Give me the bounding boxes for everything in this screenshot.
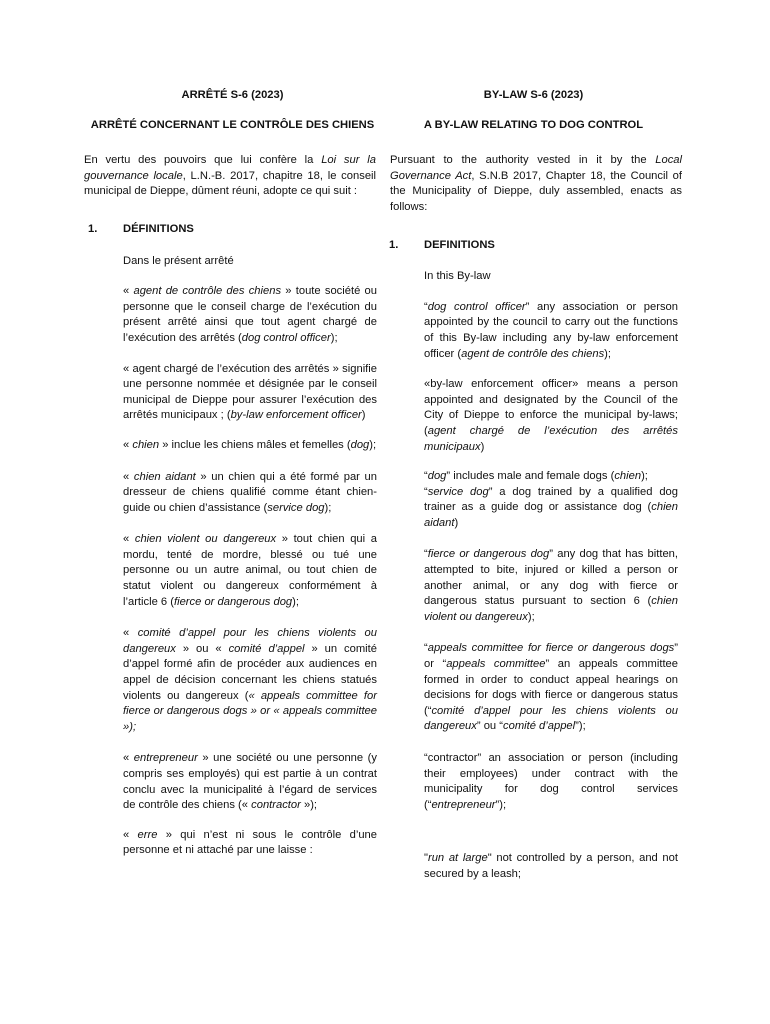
italic-term: comité d’appel pour les chiens violents ou dangereux [424, 704, 678, 733]
intro-paragraph-en: Pursuant to the authority vested in it by the Local Governance Act, S.N.B 2017, Chapter 18, the Council of the Municipality of Dieppe, duly assembled, enacts as follows: [390, 154, 682, 213]
italic-term: chien [614, 470, 642, 483]
italic-term: run at large [427, 852, 488, 865]
intro-paragraph-fr: En vertu des pouvoirs que lui confère la Loi sur la gouvernance locale, L.N.-B. 2017, chapitre 18, le conseil municipal de Dieppe, dûment réuni, adopte ce qui suit : [84, 154, 377, 198]
italic-term: dog [350, 438, 370, 451]
bylaw-subtitle-fr: ARRÊTÉ CONCERNANT LE CONTRÔLE DES CHIENS [90, 118, 375, 131]
definition-entry-fr: « chien violent ou dangereux » tout chien qui a mordu, tenté de mordre, blessé ou tué une personne ou un autre animal, ou tout chien de statut violent ou dangereux conformément à l’article 6 (fierce or dangerous dog); [123, 533, 377, 608]
definition-entry-en: “appeals committee for fierce or dangerous dogs” or “appeals committee” an appeals committee formed in order to conduct appeal hearings on decisions for dogs with fierce or dangerous status (“comité d’appel pour les chiens violents ou dangereux” ou “comité d’appel”); [424, 642, 678, 733]
definition-entry-fr: Dans le présent arrêté [123, 254, 234, 267]
italic-term: by-law enforcement officer [230, 409, 362, 422]
section-heading-en [389, 238, 678, 254]
definition-entry-en: “contractor” an association or person (including their employees) under contract with the municipality for dog control services (“entrepreneur”); [424, 752, 678, 811]
definition-entry-fr: « comité d’appel pour les chiens violents ou dangereux » ou « comité d’appel » un comité d’appel formé afin de procéder aux audiences en appel de décision concernant les chiens statués violents ou dangereux (« appeals committee for fierce or dangerous dogs » or « appeals committee »); [123, 627, 378, 733]
italic-term: fierce or dangerous dog [427, 548, 550, 561]
section-number-fr: 1. [88, 222, 98, 235]
definition-entry-fr: « chien aidant » un chien qui a été formé par un dresseur de chiens qualifié comme étant chien-guide ou chien d’assistance (service dog); [123, 470, 377, 514]
italic-term: agent chargé de l’exécution des arrêtés municipaux [424, 424, 678, 453]
italic-term: « appeals committee for fierce or dangerous dogs » or « appeals committee »); [123, 689, 377, 733]
definition-entry-en: In this By-law [424, 270, 491, 283]
italic-term: entrepreneur [431, 798, 496, 811]
definition-entry-en: “dog” includes male and female dogs (chien); “service dog” a dog trained by a qualified dog trainer as a guide dog or assistance dog (chien aidant) [424, 470, 678, 529]
italic-term: appeals committee [446, 658, 546, 671]
bylaw-title-en: BY-LAW S-6 (2023) [483, 89, 584, 101]
section-title-fr: DÉFINITIONS [123, 222, 194, 235]
section-title-en: DEFINITIONS [424, 238, 495, 251]
italic-term: service dog [427, 485, 489, 498]
italic-term: dog control officer [427, 300, 526, 313]
definition-entry-en: “dog control officer” any association or person appointed by the council to carry out the functions of this By-law including any by-law enforcement officer (agent de contrôle des chiens); [424, 300, 678, 360]
italic-term: Loi sur la gouvernance locale [84, 154, 376, 182]
bylaw-subtitle-en: A BY-LAW RELATING TO DOG CONTROL [423, 118, 644, 131]
italic-term: service dog [267, 501, 325, 514]
definition-entry-en: "run at large" not controlled by a person, and not secured by a leash; [424, 852, 678, 880]
italic-term: chien violent ou dangereux [424, 595, 678, 623]
definition-entry-fr: « agent de contrôle des chiens » toute société ou personne que le conseil charge de l’exécution du présent arrêté ainsi que tout agent chargé de l’exécution des arrêtés (dog control officer); [123, 285, 377, 344]
italic-term: comité d’appel [503, 720, 576, 733]
italic-term: agent de contrôle des chiens [461, 347, 605, 360]
italic-term: erre [137, 828, 158, 841]
italic-term: agent de contrôle des chiens [133, 285, 282, 298]
italic-term: contractor [251, 799, 301, 812]
definition-entry-fr: « chien » inclue les chiens mâles et femelles (dog); [123, 438, 377, 451]
italic-term: comité d’appel [228, 642, 305, 655]
italic-term: comité d’appel pour les chiens violents ou dangereux [123, 627, 377, 655]
section-number-en: 1. [389, 238, 399, 251]
italic-term: appeals committee for fierce or dangerous dogs [427, 642, 675, 655]
english-column [389, 88, 682, 883]
definition-entry-fr: « agent chargé de l’exécution des arrêtés » signifie une personne nommée et désignée par le conseil municipal de Dieppe pour assurer l’exécution des arrêtés municipaux ; (by-law enforcement officer) [123, 362, 377, 422]
italic-term: dog [427, 470, 447, 483]
italic-term: chien aidant [424, 501, 678, 529]
italic-term: chien violent ou dangereux [134, 533, 277, 546]
definition-entry-en: «by-law enforcement officer» means a person appointed and designated by the Council of the City of Dieppe to enforce the municipal by-laws; (agent chargé de l’exécution des arrêtés municipaux) [424, 378, 678, 453]
definition-entry-fr: « erre » qui n’est ni sous le contrôle d’une personne et ni attaché par une laisse : [123, 828, 377, 857]
italic-term: entrepreneur [133, 752, 198, 765]
italic-term: chien aidant [133, 470, 196, 483]
section-heading-fr [88, 222, 377, 238]
bylaw-title-fr: ARRÊTÉ S-6 (2023) [181, 89, 284, 101]
definition-entry-en: “fierce or dangerous dog” any dog that has bitten, attempted to bite, injured or killed a person or another animal, or any dog with fierce or dangerous status pursuant to section 6 (chien violent ou dangereux); [424, 548, 678, 623]
italic-term: chien [132, 438, 160, 451]
italic-term: Local Governance Act [390, 154, 682, 182]
italic-term: dog control officer [241, 331, 331, 344]
french-column [84, 88, 378, 859]
definition-entry-fr: « entrepreneur » une société ou une personne (y compris ses employés) qui est partie à un contrat conclu avec la municipalité à l’égard de services de contrôle des chiens (« contractor »); [123, 752, 377, 812]
italic-term: fierce or dangerous dog [173, 595, 293, 608]
